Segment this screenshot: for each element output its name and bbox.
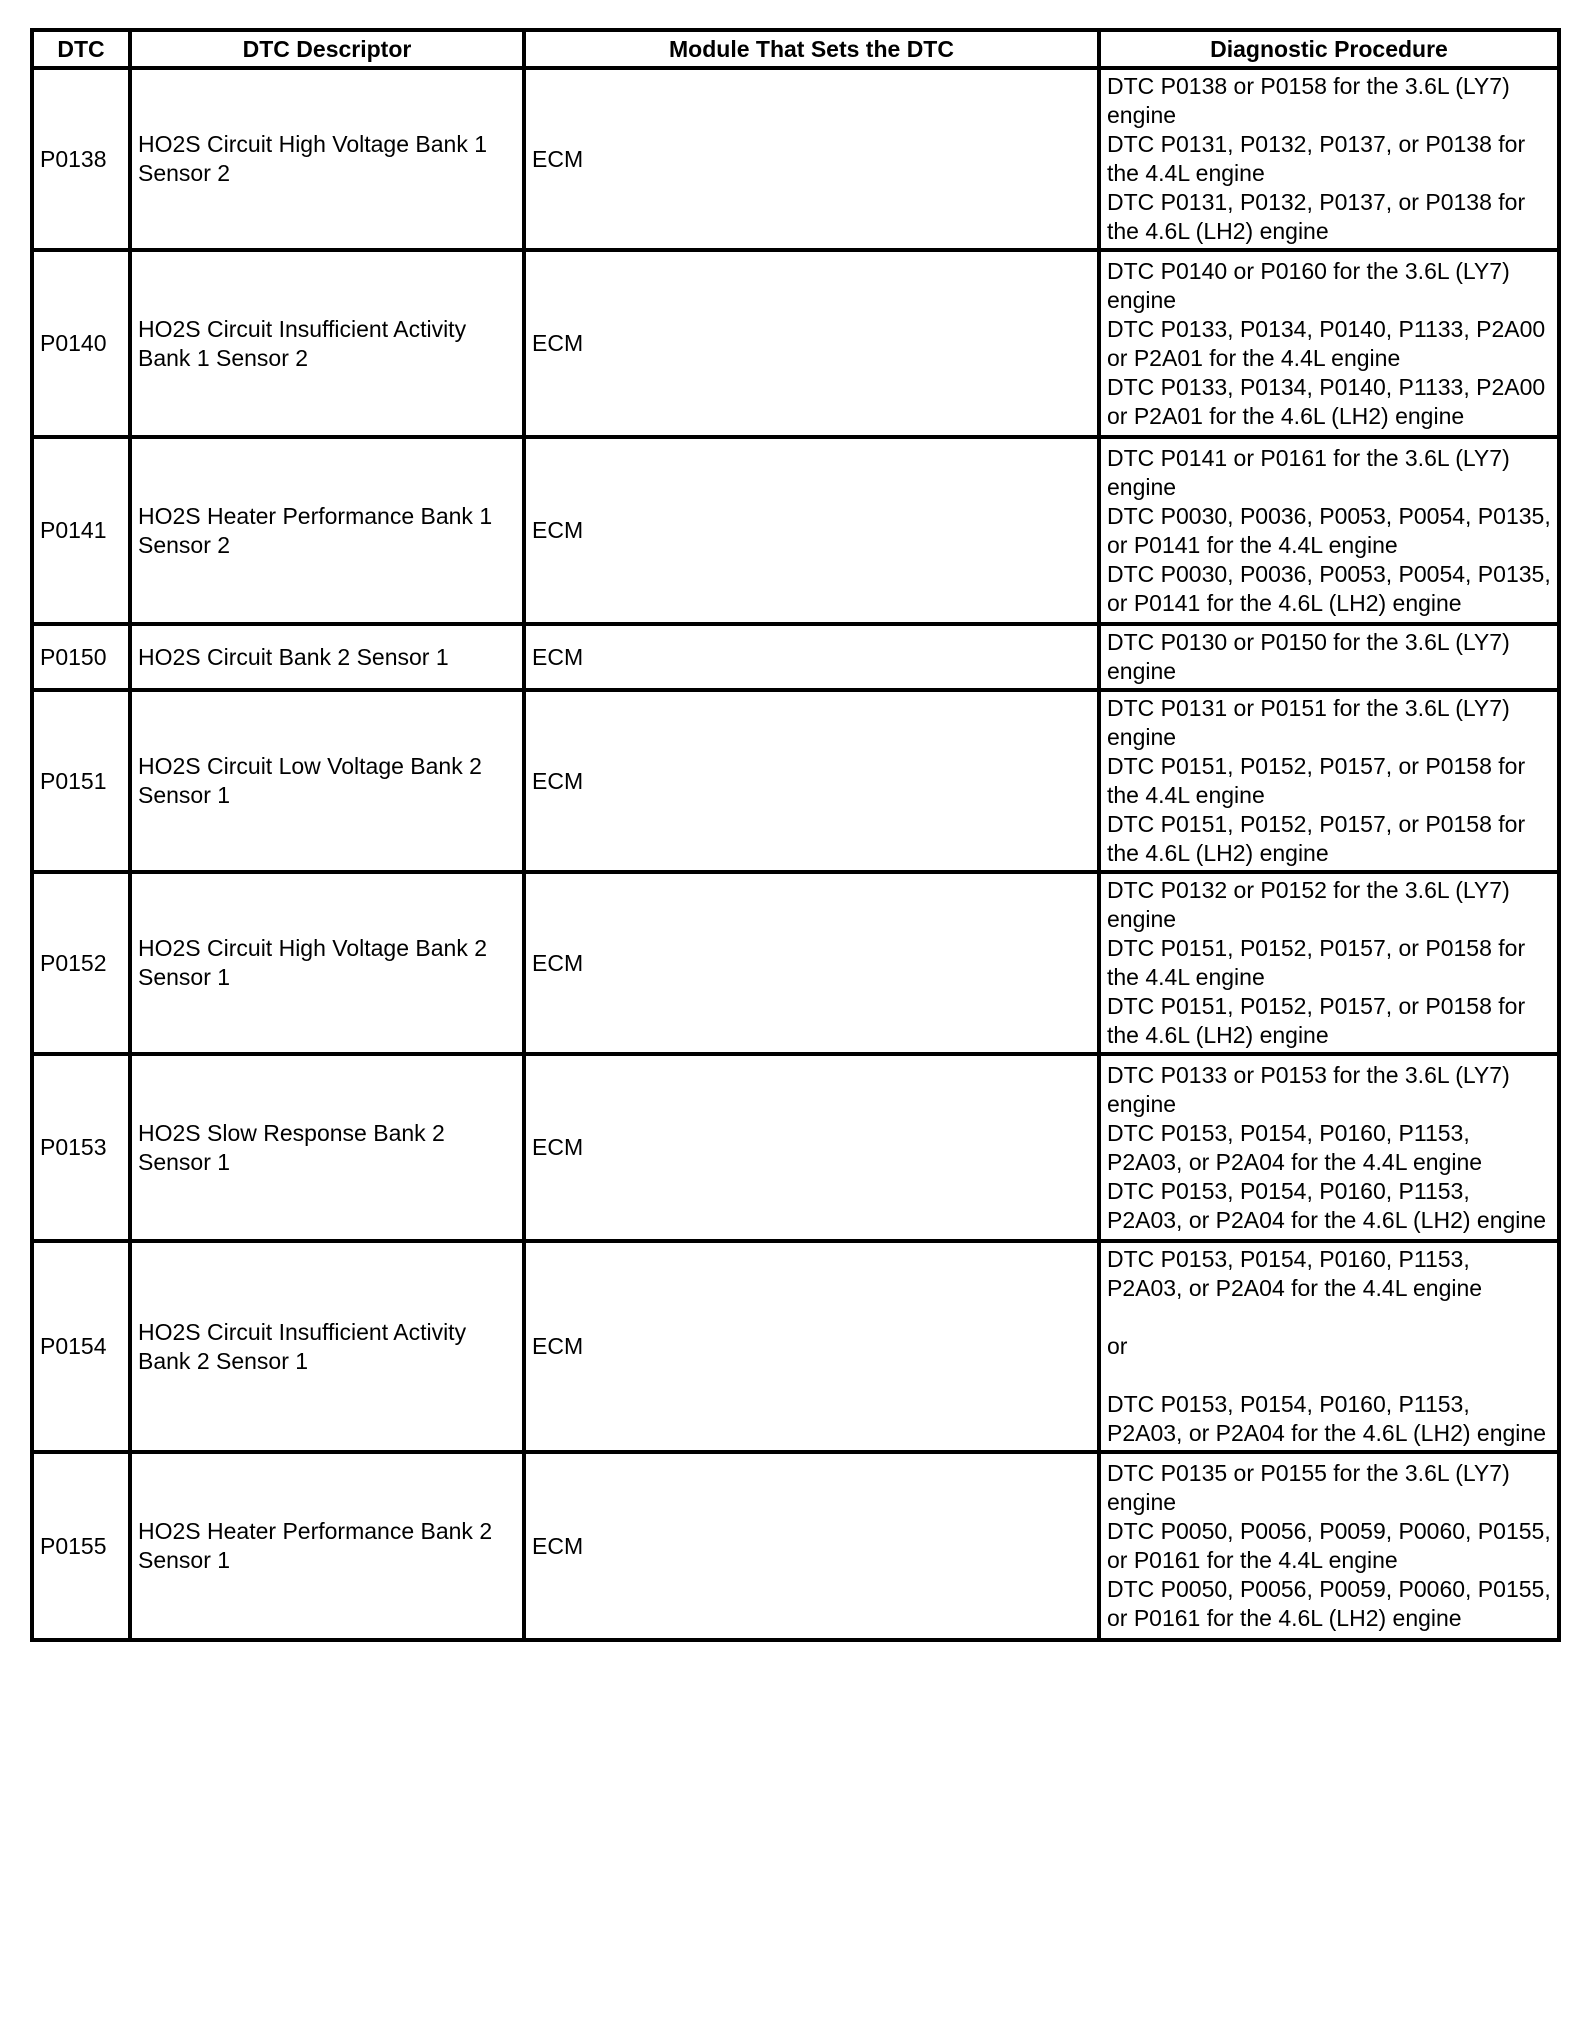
procedure-spacer — [1107, 1361, 1551, 1390]
procedure-line: DTC P0030, P0036, P0053, P0054, P0135, or P0141 for the 4.4L engine — [1107, 502, 1551, 558]
dtc-descriptor-cell: HO2S Circuit High Voltage Bank 2 Sensor 1 — [130, 872, 524, 1054]
dtc-code-cell: P0150 — [32, 624, 130, 690]
dtc-descriptor-cell: HO2S Circuit Bank 2 Sensor 1 — [130, 624, 524, 690]
procedure-line: DTC P0153, P0154, P0160, P1153, P2A03, or P2A04 for the 4.6L (LH2) engine — [1107, 1391, 1546, 1446]
module-cell: ECM — [524, 1241, 1099, 1452]
diagnostic-procedure-cell — [1099, 1241, 1559, 1452]
module-cell: ECM — [524, 624, 1099, 690]
diagnostic-procedure-cell — [1099, 1054, 1559, 1241]
module-cell: ECM — [524, 1452, 1099, 1640]
header-dtc-descriptor: DTC Descriptor — [130, 30, 524, 68]
dtc-descriptor-cell: HO2S Heater Performance Bank 2 Sensor 1 — [130, 1452, 524, 1640]
procedure-line: DTC P0153, P0154, P0160, P1153, P2A03, or P2A04 for the 4.6L (LH2) engine — [1107, 1177, 1546, 1233]
dtc-descriptor-cell: HO2S Circuit Insufficient Activity Bank 2 Sensor 1 — [130, 1241, 524, 1452]
table-body — [32, 68, 1559, 1640]
header-module: Module That Sets the DTC — [524, 30, 1099, 68]
procedure-line: DTC P0133, P0134, P0140, P1133, P2A00 or P2A01 for the 4.4L engine — [1107, 315, 1546, 371]
dtc-descriptor-cell: HO2S Slow Response Bank 2 Sensor 1 — [130, 1054, 524, 1241]
procedure-line: DTC P0130 or P0150 for the 3.6L (LY7) engine — [1107, 629, 1510, 684]
table-row — [32, 68, 1559, 250]
procedure-line: DTC P0138 or P0158 for the 3.6L (LY7) engine — [1107, 73, 1510, 128]
module-cell: ECM — [524, 250, 1099, 437]
procedure-line: DTC P0135 or P0155 for the 3.6L (LY7) engine — [1107, 1460, 1510, 1515]
table-row — [32, 690, 1559, 872]
procedure-line: or — [1107, 1333, 1128, 1359]
procedure-line: DTC P0133, P0134, P0140, P1133, P2A00 or P2A01 for the 4.6L (LH2) engine — [1107, 373, 1546, 429]
table-row — [32, 437, 1559, 624]
procedure-line: DTC P0050, P0056, P0059, P0060, P0155, or P0161 for the 4.4L engine — [1107, 1518, 1551, 1573]
procedure-line: DTC P0153, P0154, P0160, P1153, P2A03, or P2A04 for the 4.4L engine — [1107, 1119, 1483, 1175]
table-row — [32, 250, 1559, 437]
procedure-line: DTC P0151, P0152, P0157, or P0158 for the 4.4L engine — [1107, 935, 1526, 990]
module-cell: ECM — [524, 1054, 1099, 1241]
procedure-line: DTC P0151, P0152, P0157, or P0158 for the 4.6L (LH2) engine — [1107, 811, 1526, 866]
diagnostic-procedure-cell — [1099, 690, 1559, 872]
dtc-descriptor-cell: HO2S Heater Performance Bank 1 Sensor 2 — [130, 437, 524, 624]
module-cell: ECM — [524, 872, 1099, 1054]
dtc-code-cell: P0141 — [32, 437, 130, 624]
procedure-line: DTC P0133 or P0153 for the 3.6L (LY7) engine — [1107, 1061, 1510, 1117]
diagnostic-procedure-cell — [1099, 437, 1559, 624]
procedure-line: DTC P0050, P0056, P0059, P0060, P0155, or P0161 for the 4.6L (LH2) engine — [1107, 1576, 1551, 1631]
diagnostic-procedure-cell — [1099, 624, 1559, 690]
procedure-line: DTC P0151, P0152, P0157, or P0158 for the 4.6L (LH2) engine — [1107, 993, 1526, 1048]
table-row — [32, 872, 1559, 1054]
diagnostic-procedure-cell — [1099, 68, 1559, 250]
procedure-line: DTC P0153, P0154, P0160, P1153, P2A03, or P2A04 for the 4.4L engine — [1107, 1246, 1483, 1301]
procedure-spacer — [1107, 1303, 1551, 1332]
module-cell: ECM — [524, 437, 1099, 624]
procedure-line: DTC P0131, P0132, P0137, or P0138 for the 4.6L (LH2) engine — [1107, 189, 1526, 244]
diagnostic-procedure-cell — [1099, 872, 1559, 1054]
header-dtc: DTC — [32, 30, 130, 68]
procedure-line: DTC P0131, P0132, P0137, or P0138 for the 4.4L engine — [1107, 131, 1526, 186]
table-row — [32, 1054, 1559, 1241]
table-row — [32, 624, 1559, 690]
dtc-code-cell: P0138 — [32, 68, 130, 250]
dtc-code-cell: P0140 — [32, 250, 130, 437]
dtc-descriptor-cell: HO2S Circuit Low Voltage Bank 2 Sensor 1 — [130, 690, 524, 872]
module-cell: ECM — [524, 690, 1099, 872]
dtc-code-cell: P0154 — [32, 1241, 130, 1452]
dtc-code-cell: P0152 — [32, 872, 130, 1054]
dtc-code-cell: P0151 — [32, 690, 130, 872]
procedure-line: DTC P0030, P0036, P0053, P0054, P0135, or P0141 for the 4.6L (LH2) engine — [1107, 560, 1551, 616]
dtc-descriptor-cell: HO2S Circuit Insufficient Activity Bank 1 Sensor 2 — [130, 250, 524, 437]
dtc-code-cell: P0153 — [32, 1054, 130, 1241]
diagnostic-procedure-cell — [1099, 250, 1559, 437]
dtc-table — [30, 28, 1561, 1642]
procedure-line: DTC P0140 or P0160 for the 3.6L (LY7) engine — [1107, 257, 1510, 313]
module-cell: ECM — [524, 68, 1099, 250]
table-header-row — [32, 30, 1559, 68]
procedure-line: DTC P0132 or P0152 for the 3.6L (LY7) engine — [1107, 877, 1510, 932]
dtc-descriptor-cell: HO2S Circuit High Voltage Bank 1 Sensor 2 — [130, 68, 524, 250]
procedure-line: DTC P0141 or P0161 for the 3.6L (LY7) engine — [1107, 444, 1510, 500]
diagnostic-procedure-cell — [1099, 1452, 1559, 1640]
header-diagnostic-procedure: Diagnostic Procedure — [1099, 30, 1559, 68]
procedure-line: DTC P0151, P0152, P0157, or P0158 for the 4.4L engine — [1107, 753, 1526, 808]
procedure-line: DTC P0131 or P0151 for the 3.6L (LY7) engine — [1107, 695, 1510, 750]
table-row — [32, 1452, 1559, 1640]
dtc-code-cell: P0155 — [32, 1452, 130, 1640]
table-row — [32, 1241, 1559, 1452]
